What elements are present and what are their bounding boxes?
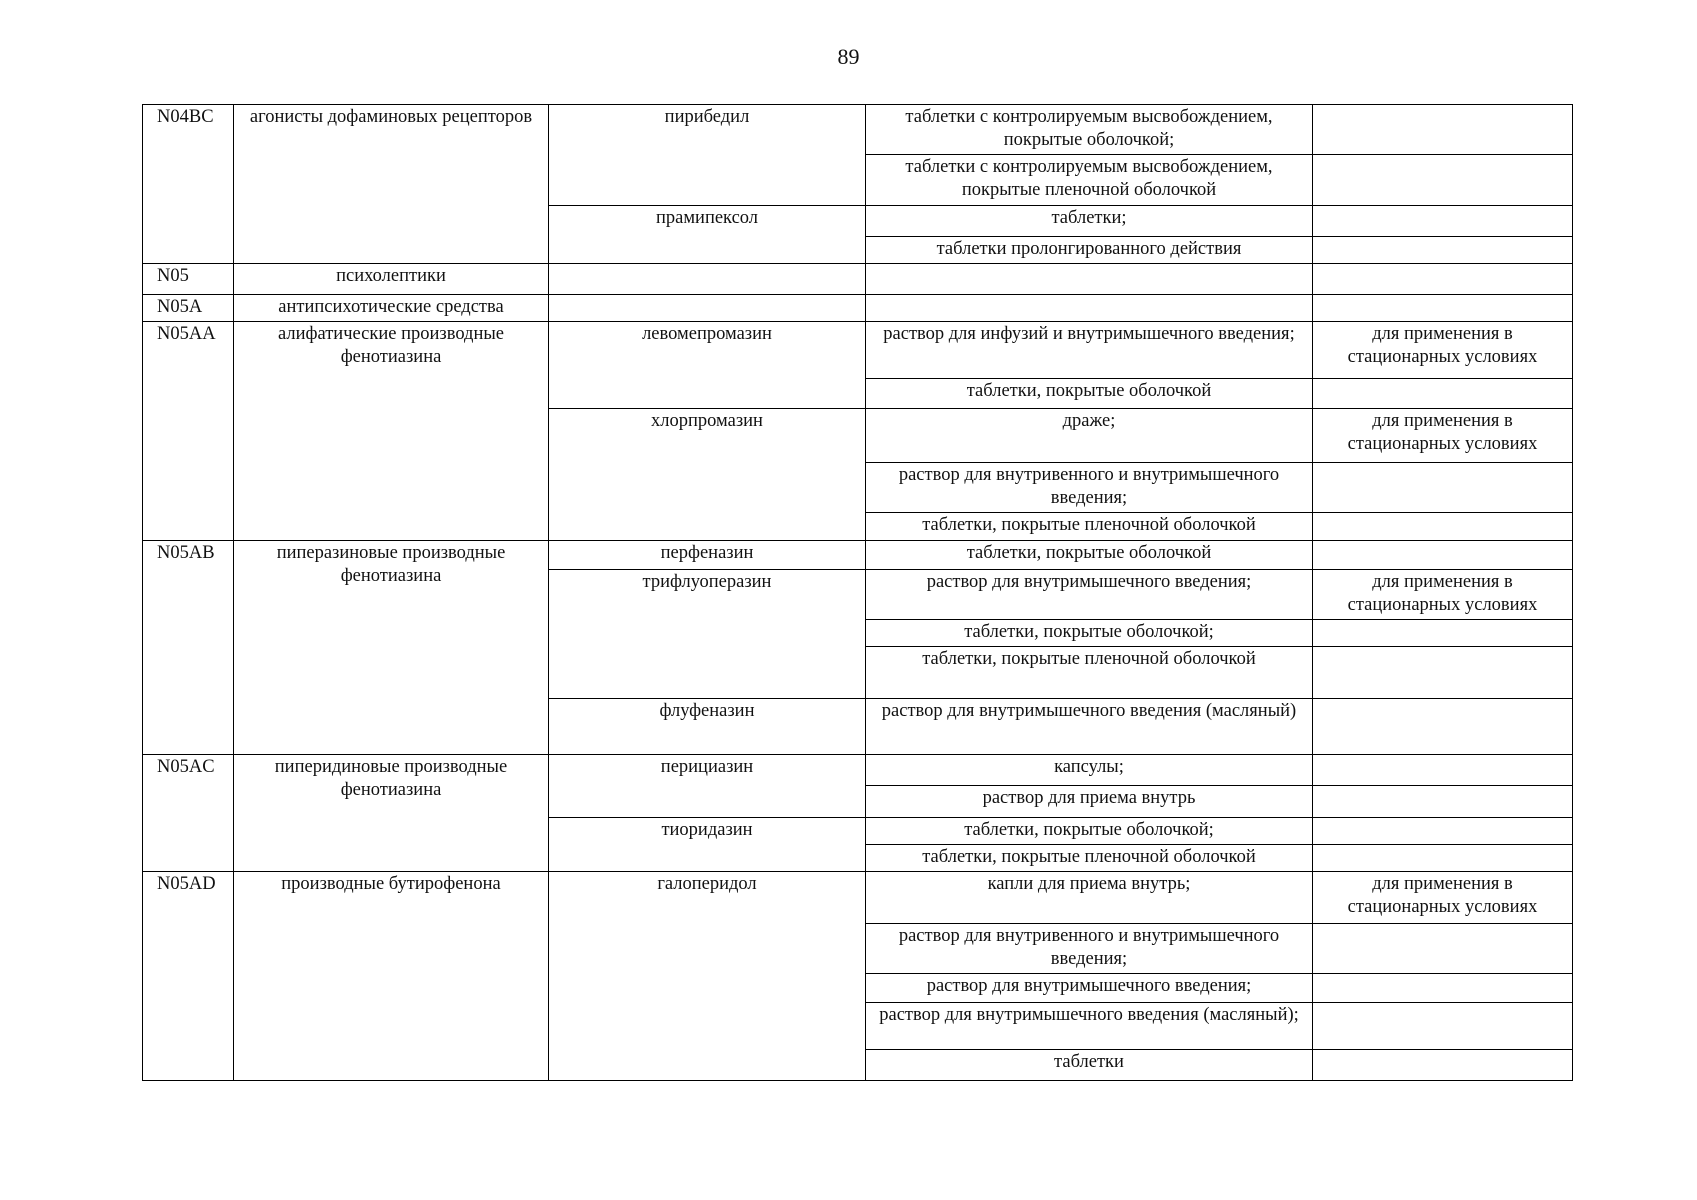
dosage-form-cell: таблетки с контролируемым высвобождением, покрытые пленочной оболочкой: [866, 155, 1313, 206]
table-row: [143, 872, 1573, 924]
note-cell: [1313, 513, 1573, 541]
drug-table: [142, 104, 1573, 1081]
dosage-form-cell: раствор для внутримышечного введения (масляный): [866, 699, 1313, 755]
note-cell: [1313, 974, 1573, 1003]
dosage-form-cell: таблетки, покрытые пленочной оболочкой: [866, 513, 1313, 541]
atc-group-cell: производные бутирофенона: [234, 872, 549, 1081]
drug-table-body: [143, 105, 1573, 1081]
drug-name-cell: трифлуоперазин: [549, 570, 866, 699]
table-row: [143, 105, 1573, 155]
note-cell: [1313, 1050, 1573, 1081]
dosage-form-cell: раствор для приема внутрь: [866, 786, 1313, 818]
note-cell: [1313, 1003, 1573, 1050]
atc-group-cell: психолептики: [234, 264, 549, 295]
dosage-form-cell: таблетки, покрытые оболочкой;: [866, 620, 1313, 647]
drug-name-cell: [549, 295, 866, 322]
dosage-form-cell: таблетки, покрытые пленочной оболочкой: [866, 845, 1313, 872]
drug-name-cell: перфеназин: [549, 541, 866, 570]
table-row: [143, 295, 1573, 322]
note-cell: [1313, 105, 1573, 155]
dosage-form-cell: таблетки, покрытые оболочкой: [866, 379, 1313, 409]
note-cell: [1313, 541, 1573, 570]
dosage-form-cell: таблетки пролонгированного действия: [866, 237, 1313, 264]
atc-group-cell: пиперидиновые производные фенотиазина: [234, 755, 549, 872]
drug-name-cell: перициазин: [549, 755, 866, 818]
atc-group-cell: антипсихотические средства: [234, 295, 549, 322]
dosage-form-cell: раствор для инфузий и внутримышечного введения;: [866, 322, 1313, 379]
note-cell: [1313, 647, 1573, 699]
note-cell: [1313, 206, 1573, 237]
dosage-form-cell: раствор для внутримышечного введения;: [866, 974, 1313, 1003]
dosage-form-cell: [866, 295, 1313, 322]
dosage-form-cell: капли для приема внутрь;: [866, 872, 1313, 924]
drug-name-cell: [549, 264, 866, 295]
note-cell: для применения в стационарных условиях: [1313, 872, 1573, 924]
atc-code-cell: N05AA: [143, 322, 234, 541]
atc-code-cell: N05AD: [143, 872, 234, 1081]
note-cell: [1313, 155, 1573, 206]
dosage-form-cell: таблетки;: [866, 206, 1313, 237]
note-cell: [1313, 699, 1573, 755]
note-cell: [1313, 463, 1573, 513]
table-row: [143, 264, 1573, 295]
dosage-form-cell: капсулы;: [866, 755, 1313, 786]
atc-code-cell: N05: [143, 264, 234, 295]
note-cell: [1313, 845, 1573, 872]
atc-group-cell: алифатические производные фенотиазина: [234, 322, 549, 541]
drug-name-cell: левомепромазин: [549, 322, 866, 409]
note-cell: для применения в стационарных условиях: [1313, 322, 1573, 379]
note-cell: для применения в стационарных условиях: [1313, 409, 1573, 463]
dosage-form-cell: таблетки с контролируемым высвобождением, покрытые оболочкой;: [866, 105, 1313, 155]
note-cell: [1313, 786, 1573, 818]
dosage-form-cell: [866, 264, 1313, 295]
dosage-form-cell: раствор для внутримышечного введения;: [866, 570, 1313, 620]
note-cell: [1313, 818, 1573, 845]
dosage-form-cell: раствор для внутривенного и внутримышечного введения;: [866, 924, 1313, 974]
dosage-form-cell: драже;: [866, 409, 1313, 463]
dosage-form-cell: таблетки, покрытые оболочкой;: [866, 818, 1313, 845]
drug-name-cell: хлорпромазин: [549, 409, 866, 541]
note-cell: [1313, 264, 1573, 295]
note-cell: [1313, 379, 1573, 409]
atc-code-cell: N04BC: [143, 105, 234, 264]
atc-code-cell: N05AB: [143, 541, 234, 755]
table-row: [143, 755, 1573, 786]
table-row: [143, 541, 1573, 570]
dosage-form-cell: таблетки, покрытые пленочной оболочкой: [866, 647, 1313, 699]
note-cell: для применения в стационарных условиях: [1313, 570, 1573, 620]
drug-name-cell: флуфеназин: [549, 699, 866, 755]
drug-name-cell: прамипексол: [549, 206, 866, 264]
drug-name-cell: пирибедил: [549, 105, 866, 206]
note-cell: [1313, 237, 1573, 264]
note-cell: [1313, 924, 1573, 974]
table-row: [143, 322, 1573, 379]
atc-group-cell: агонисты дофаминовых рецепторов: [234, 105, 549, 264]
page-number: 89: [837, 44, 860, 69]
note-cell: [1313, 620, 1573, 647]
atc-code-cell: N05AC: [143, 755, 234, 872]
atc-code-cell: N05A: [143, 295, 234, 322]
dosage-form-cell: раствор для внутримышечного введения (масляный);: [866, 1003, 1313, 1050]
dosage-form-cell: раствор для внутривенного и внутримышечного введения;: [866, 463, 1313, 513]
dosage-form-cell: таблетки: [866, 1050, 1313, 1081]
drug-name-cell: галоперидол: [549, 872, 866, 1081]
note-cell: [1313, 755, 1573, 786]
note-cell: [1313, 295, 1573, 322]
dosage-form-cell: таблетки, покрытые оболочкой: [866, 541, 1313, 570]
atc-group-cell: пиперазиновые производные фенотиазина: [234, 541, 549, 755]
drug-name-cell: тиоридазин: [549, 818, 866, 872]
